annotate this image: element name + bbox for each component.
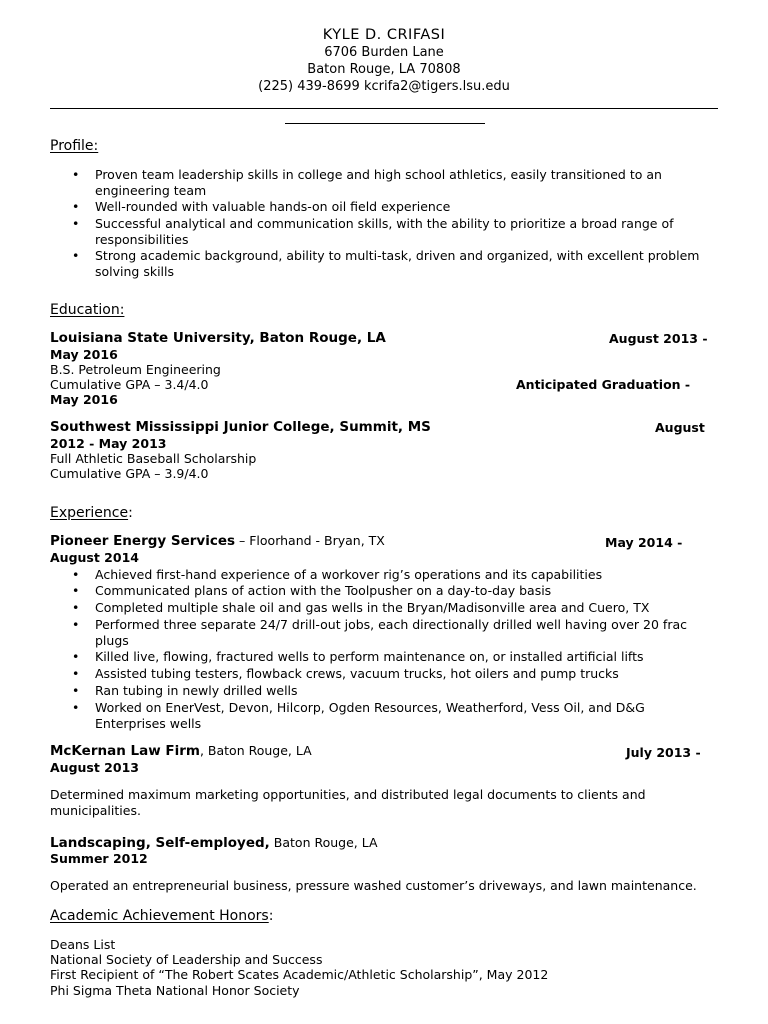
landscaping-sub: Baton Rouge, LA: [269, 835, 378, 850]
pioneer-title: Pioneer Energy Services: [50, 533, 236, 549]
pioneer-bullet-3-glyph: •: [72, 617, 80, 632]
smjc-scholarship: Full Athletic Baseball Scholarship: [50, 451, 257, 466]
smjc-gpa: Cumulative GPA – 3.9/4.0: [50, 466, 209, 481]
pioneer-bullet-1-glyph: •: [72, 583, 80, 598]
pioneer-header: [50, 533, 385, 549]
honor-item-0: Deans List: [50, 937, 116, 952]
city-line: Baton Rouge, LA 70808: [307, 62, 461, 77]
honor-item-3: Phi Sigma Theta National Honor Society: [50, 983, 300, 998]
lsu-date-right: August 2013 -: [609, 331, 708, 346]
profile-bullet-0-glyph: •: [72, 167, 80, 182]
profile-bullet-3-glyph: •: [72, 248, 80, 263]
profile-bullet-2: Successful analytical and communication skills, with the ability to prioritize a broad range of responsibilities: [95, 216, 674, 247]
lsu-gpa: Cumulative GPA – 3.4/4.0: [50, 377, 209, 392]
honors-heading-row: [50, 908, 273, 924]
honors-heading-colon: :: [268, 908, 274, 924]
profile-bullet-2-glyph: •: [72, 216, 80, 231]
pioneer-bullet-6: Ran tubing in newly drilled wells: [95, 683, 298, 698]
mckernan-sub: , Baton Rouge, LA: [199, 743, 312, 758]
candidate-name: KYLE D. CRIFASI: [322, 27, 446, 43]
profile-bullet-3: Strong academic background, ability to multi-task, driven and organized, with excellent problem solving skills: [95, 248, 700, 279]
profile-bullet-1: Well-rounded with valuable hands-on oil field experience: [95, 199, 451, 214]
pioneer-bullet-7-glyph: •: [72, 700, 80, 715]
lsu-date-wrap: May 2016: [50, 347, 118, 362]
header-rule-top: [50, 108, 718, 109]
pioneer-bullet-4-glyph: •: [72, 649, 80, 664]
lsu-title: Louisiana State University, Baton Rouge, LA: [50, 330, 386, 346]
lsu-anticipated: [516, 377, 690, 392]
mckernan-date-right: July 2013 -: [626, 745, 701, 760]
pioneer-bullet-5-glyph: •: [72, 666, 80, 681]
experience-heading: Experience: [50, 505, 129, 521]
pioneer-bullet-0-glyph: •: [72, 567, 80, 582]
honor-item-1: National Society of Leadership and Success: [50, 952, 323, 967]
smjc-date-wrap: 2012 - May 2013: [50, 436, 167, 451]
landscaping-date-wrap: Summer 2012: [50, 851, 148, 866]
profile-bullet-0: Proven team leadership skills in college and high school athletics, easily transitioned to an engineering team: [95, 167, 662, 198]
honors-heading: Academic Achievement Honors: [50, 908, 269, 924]
landscaping-header: [50, 835, 378, 851]
smjc-title: Southwest Mississippi Junior College, Summit, MS: [50, 419, 431, 435]
pioneer-bullet-7: Worked on EnerVest, Devon, Hilcorp, Ogden Resources, Weatherford, Vess Oil, and D&G Enterprises wells: [95, 700, 645, 731]
profile-heading: Profile:: [50, 138, 99, 154]
pioneer-bullet-2: Completed multiple shale oil and gas wells in the Bryan/Madisonville area and Cuero, TX: [95, 600, 650, 615]
lsu-anticipated-date: May 2016: [50, 392, 118, 407]
header-rule-bottom: [285, 123, 485, 124]
education-heading: Education:: [50, 302, 125, 318]
smjc-date-right: August: [655, 420, 705, 435]
contact-line: (225) 439-8699 kcrifa2@tigers.lsu.edu: [258, 79, 510, 94]
mckernan-description: Determined maximum marketing opportunities, and distributed legal documents to clients and municipalities.: [50, 787, 646, 818]
pioneer-bullet-5: Assisted tubing testers, flowback crews, vacuum trucks, hot oilers and pump trucks: [95, 666, 619, 681]
lsu-anticipated-label: Anticipated Graduation -: [516, 377, 691, 392]
address-line: 6706 Burden Lane: [324, 45, 444, 60]
landscaping-title: Landscaping, Self-employed,: [50, 835, 270, 851]
pioneer-bullet-1: Communicated plans of action with the Toolpusher on a day-to-day basis: [95, 583, 552, 598]
mckernan-title: McKernan Law Firm: [50, 743, 200, 759]
experience-heading-row: [50, 505, 133, 521]
lsu-degree: B.S. Petroleum Engineering: [50, 362, 221, 377]
pioneer-bullet-0: Achieved first-hand experience of a workover rig’s operations and its capabilities: [95, 567, 603, 582]
mckernan-header: [50, 743, 312, 759]
pioneer-sub: – Floorhand - Bryan, TX: [235, 533, 385, 548]
pioneer-bullet-3: Performed three separate 24/7 drill-out jobs, each directionally drilled well having over 20 frac plugs: [95, 617, 687, 648]
pioneer-bullet-6-glyph: •: [72, 683, 80, 698]
profile-bullet-1-glyph: •: [72, 199, 80, 214]
pioneer-date-wrap: August 2014: [50, 550, 139, 565]
landscaping-description: Operated an entrepreneurial business, pressure washed customer’s driveways, and lawn maintenance.: [50, 878, 697, 893]
pioneer-bullet-4: Killed live, flowing, fractured wells to perform maintenance on, or installed artificial lifts: [95, 649, 644, 664]
experience-heading-colon: :: [128, 505, 133, 521]
honor-item-2: First Recipient of “The Robert Scates Academic/Athletic Scholarship”, May 2012: [50, 967, 549, 982]
pioneer-bullet-2-glyph: •: [72, 600, 80, 615]
mckernan-date-wrap: August 2013: [50, 760, 139, 775]
pioneer-date-right: May 2014 -: [605, 535, 683, 550]
